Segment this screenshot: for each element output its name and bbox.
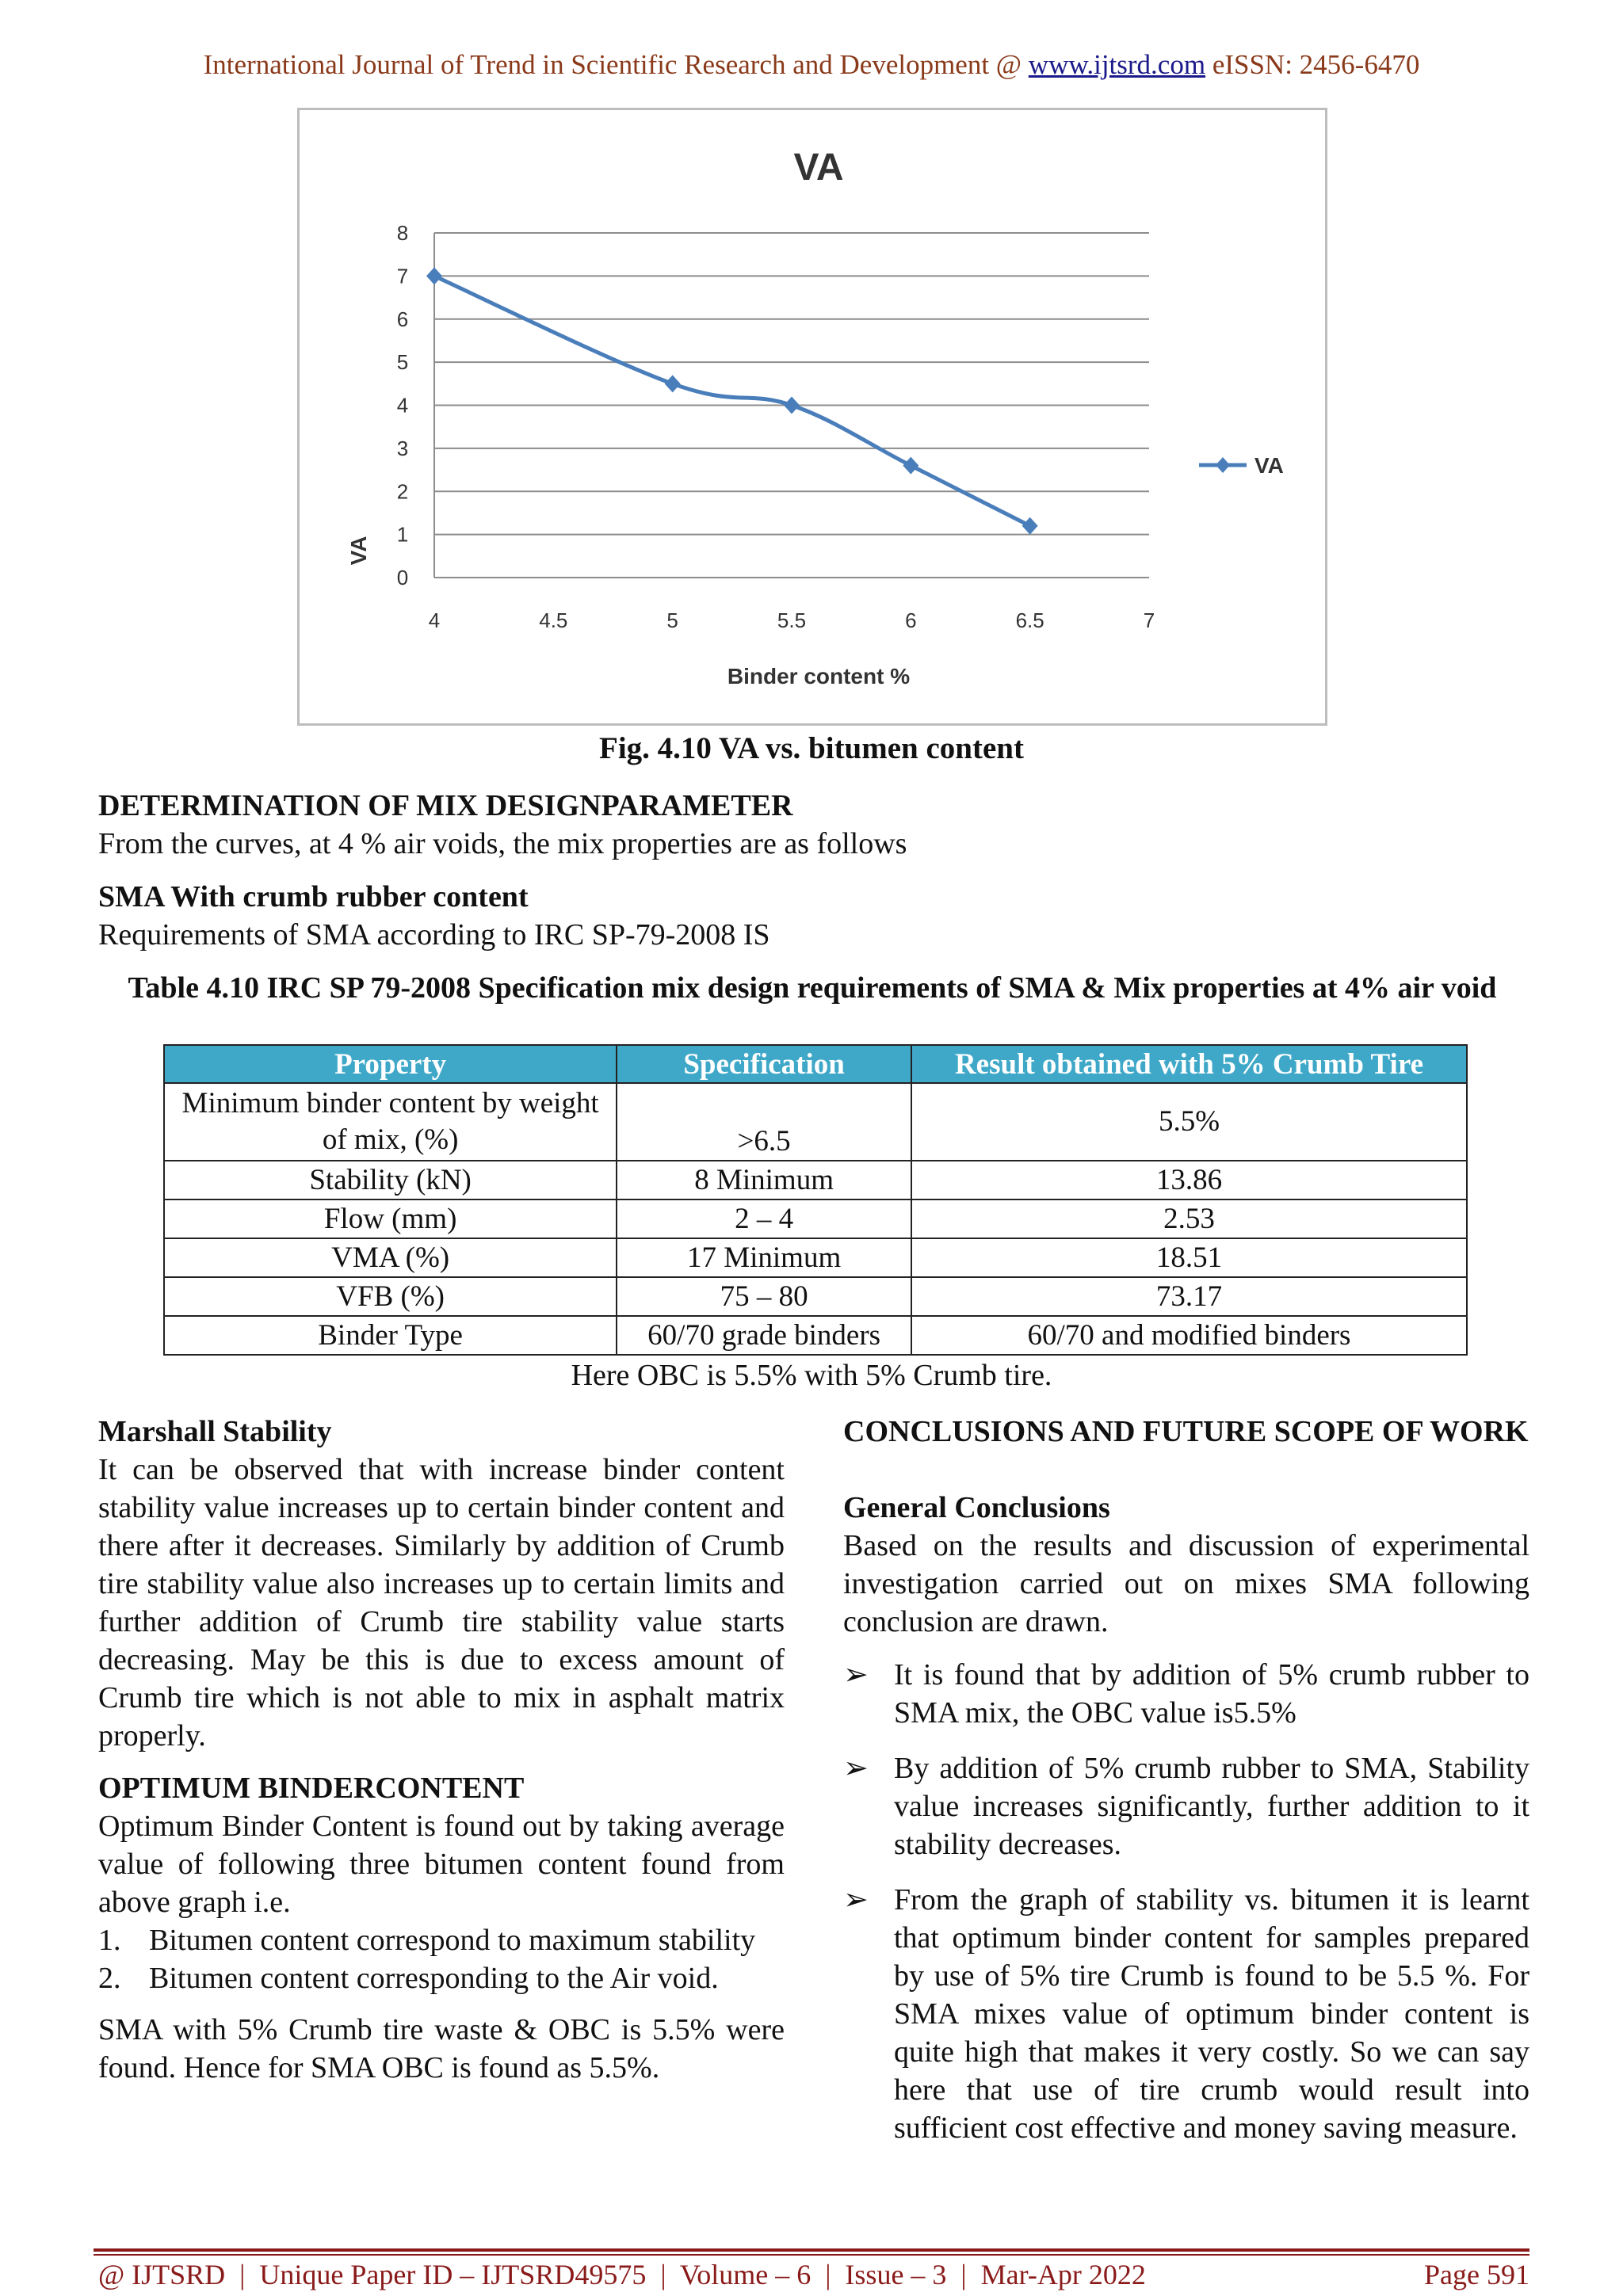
- running-header: [0, 49, 1623, 81]
- list-number: 1.: [98, 1924, 121, 1957]
- list-text: Bitumen content correspond to maximum stability: [149, 1924, 756, 1957]
- obc-heading: OPTIMUM BINDERCONTENT: [98, 1772, 525, 1805]
- table-title: Table 4.10 IRC SP 79-2008 Specification mix design requirements of SMA & Mix properties at 4% air void: [128, 971, 1497, 1005]
- x-tick-label: 7: [1143, 608, 1155, 632]
- conclusions-list: [843, 1656, 1529, 2164]
- footer-info: @ IJTSRD | Unique Paper ID – IJTSRD49575 | Volume – 6 | Issue – 3 | Mar-Apr 2022: [98, 2259, 1146, 2290]
- list-item: [843, 1749, 1529, 1863]
- conclusions-heading: CONCLUSIONS AND FUTURE SCOPE OF WORK: [843, 1415, 1529, 1448]
- header-suffix: eISSN: 2456-6470: [1205, 49, 1420, 80]
- table-row: [164, 1277, 1467, 1316]
- data-point: [784, 397, 800, 414]
- list-text: Bitumen content corresponding to the Air void.: [149, 1962, 719, 1995]
- table-header: Property: [164, 1045, 617, 1083]
- x-tick-label: 5: [666, 608, 678, 632]
- y-tick-label: 7: [396, 264, 409, 288]
- x-tick-label: 6: [905, 608, 917, 632]
- bullet-text: It is found that by addition of 5% crumb rubber to SMA mix, the OBC value is5.5%: [894, 1658, 1529, 1730]
- data-point: [903, 457, 918, 475]
- y-tick-label: 6: [396, 307, 409, 331]
- table-cell: 18.51: [911, 1238, 1467, 1277]
- spec-table: [163, 1044, 1468, 1356]
- running-footer: [98, 2258, 1529, 2291]
- table-cell: Flow (mm): [164, 1199, 617, 1238]
- data-point: [665, 375, 681, 392]
- y-tick-label: 1: [396, 522, 409, 547]
- x-tick-label: 4.5: [539, 608, 568, 632]
- list-item: [98, 1921, 785, 1959]
- y-tick-label: 0: [396, 566, 409, 589]
- list-item: [843, 1656, 1529, 1732]
- section-heading-mix-design: DETERMINATION OF MIX DESIGNPARAMETER: [98, 789, 793, 822]
- table-cell: VMA (%): [164, 1238, 617, 1277]
- table-cell: 13.86: [911, 1161, 1467, 1199]
- table-cell: 2.53: [911, 1199, 1467, 1238]
- table-note: Here OBC is 5.5% with 5% Crumb tire.: [571, 1359, 1052, 1392]
- va-chart-svg: [300, 110, 1325, 723]
- header-prefix: International Journal of Trend in Scientific Research and Development @: [203, 49, 1029, 80]
- bitumen-list: [98, 1921, 785, 1997]
- marshall-heading: Marshall Stability: [98, 1415, 332, 1448]
- table-cell: 60/70 grade binders: [617, 1316, 911, 1355]
- list-item: [98, 1959, 785, 1997]
- section-heading-sma: SMA With crumb rubber content: [98, 880, 529, 913]
- list-number: 2.: [98, 1962, 121, 1995]
- chart-title: VA: [793, 147, 844, 189]
- y-tick-label: 5: [396, 350, 409, 375]
- table-cell: VFB (%): [164, 1277, 617, 1316]
- legend-marker: [1216, 457, 1230, 473]
- page-number: Page 591: [1424, 2259, 1529, 2290]
- section-text-sma: Requirements of SMA according to IRC SP-79-2008 IS: [98, 918, 770, 952]
- table-cell: Minimum binder content by weight of mix, (%): [164, 1083, 617, 1161]
- x-axis-label: Binder content %: [727, 664, 911, 688]
- general-conclusions-heading: General Conclusions: [843, 1491, 1110, 1524]
- legend-label: VA: [1254, 453, 1284, 478]
- table-row: [164, 1161, 1467, 1199]
- table-cell: 75 – 80: [617, 1277, 911, 1316]
- table-cell: 17 Minimum: [617, 1238, 911, 1277]
- footer-rule: [94, 2254, 1529, 2256]
- table-header: Specification: [617, 1045, 911, 1083]
- footer-rule: [94, 2248, 1529, 2252]
- table-header: Result obtained with 5% Crumb Tire: [911, 1045, 1467, 1083]
- table-row: [164, 1316, 1467, 1355]
- table-cell: 8 Minimum: [617, 1161, 911, 1199]
- conclusions-intro: Based on the results and discussion of experimental investigation carried out on mixes SMA following conclusion are drawn.: [843, 1529, 1529, 1638]
- y-tick-label: 3: [396, 436, 409, 460]
- y-tick-label: 2: [396, 479, 409, 504]
- y-axis-label: VA: [346, 536, 371, 566]
- table-cell: 2 – 4: [617, 1199, 911, 1238]
- table-row: [164, 1199, 1467, 1238]
- y-tick-label: 8: [396, 221, 409, 245]
- table-cell: Binder Type: [164, 1316, 617, 1355]
- table-header-row: [164, 1045, 1467, 1083]
- obc-closing: SMA with 5% Crumb tire waste & OBC is 5.5% were found. Hence for SMA OBC is found as 5.5%.: [98, 2013, 785, 2084]
- data-point: [426, 267, 442, 284]
- marshall-text: It can be observed that with increase binder content stability value increases up to certain binder content and there after it decreases. Similarly by addition of Crumb tire stability value also increases up to certain limits and further addition of Crumb tire stability value starts decreasing. May be this is due to excess amount of Crumb tire which is not able to mix in asphalt matrix properly.: [98, 1453, 785, 1753]
- y-tick-label: 4: [396, 393, 409, 418]
- table-cell: 5.5%: [911, 1083, 1467, 1161]
- series-line-va: [434, 276, 1030, 525]
- journal-link[interactable]: www.ijtsrd.com: [1028, 49, 1206, 80]
- bullet-text: By addition of 5% crumb rubber to SMA, Stability value increases significantly, further addition to it stability decreases.: [894, 1752, 1529, 1861]
- figure-caption: Fig. 4.10 VA vs. bitumen content: [599, 731, 1024, 765]
- table-cell: Stability (kN): [164, 1161, 617, 1199]
- data-point: [1022, 517, 1038, 535]
- table-row: [164, 1238, 1467, 1277]
- obc-text: Optimum Binder Content is found out by taking average value of following three bitumen content found from above graph i.e.: [98, 1810, 785, 1919]
- x-tick-label: 6.5: [1015, 608, 1044, 632]
- section-text-mix-design: From the curves, at 4 % air voids, the mix properties are as follows: [98, 827, 907, 860]
- x-tick-label: 5.5: [777, 608, 807, 632]
- bullet-text: From the graph of stability vs. bitumen it is learnt that optimum binder content for samples prepared by use of 5% tire Crumb is found to be 5.5 %. For SMA mixes value of optimum binder content is quite high that makes it very costly. So we can say here that use of tire crumb would result into sufficient cost effective and money saving measure.: [894, 1883, 1529, 2145]
- arrow-bullet-icon: ➢: [843, 1658, 869, 1691]
- arrow-bullet-icon: ➢: [843, 1752, 869, 1785]
- x-tick-label: 4: [428, 608, 441, 632]
- arrow-bullet-icon: ➢: [843, 1883, 869, 1917]
- table-row: [164, 1083, 1467, 1161]
- table-cell: 73.17: [911, 1277, 1467, 1316]
- list-item: [843, 1881, 1529, 2147]
- table-cell: >6.5: [617, 1083, 911, 1161]
- va-chart: [297, 108, 1327, 726]
- table-cell: 60/70 and modified binders: [911, 1316, 1467, 1355]
